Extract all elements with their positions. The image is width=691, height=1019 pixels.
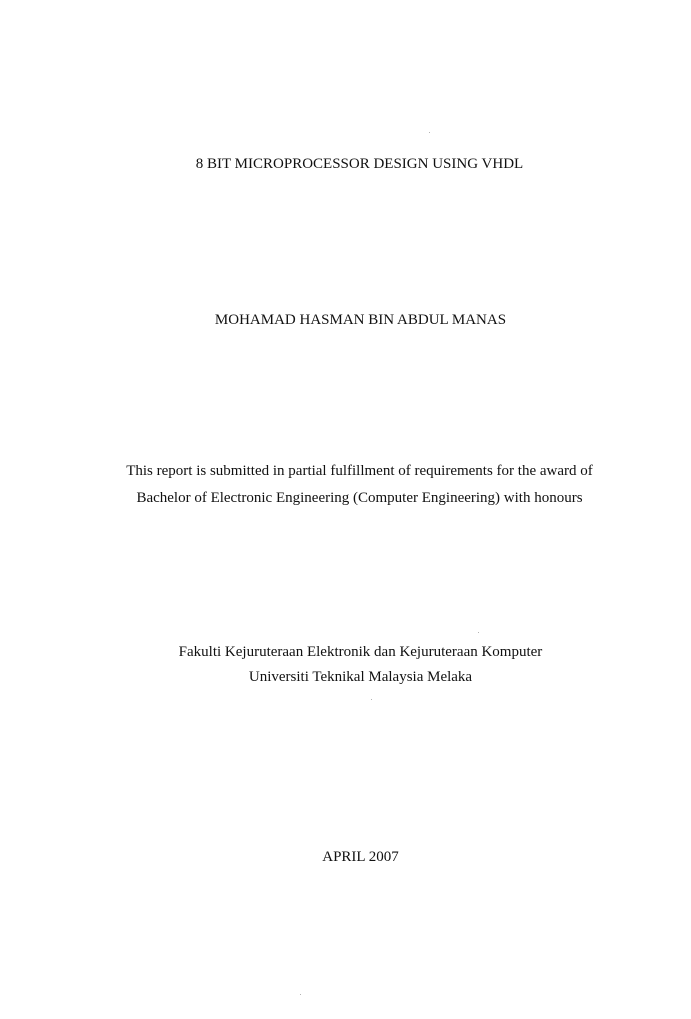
submission-statement-line-2: Bachelor of Electronic Engineering (Computer Engineering) with honours: [136, 490, 583, 506]
submission-statement-line-1: This report is submitted in partial fulfillment of requirements for the award of: [126, 463, 593, 479]
scan-speck: [371, 699, 372, 700]
scan-speck: [478, 632, 479, 633]
scan-speck: [429, 132, 430, 133]
university-name: Universiti Teknikal Malaysia Melaka: [248, 669, 473, 685]
submission-date: APRIL 2007: [322, 849, 399, 865]
scan-speck: [300, 994, 301, 995]
report-title: 8 BIT MICROPROCESSOR DESIGN USING VHDL: [195, 156, 524, 172]
author-name: MOHAMAD HASMAN BIN ABDUL MANAS: [214, 312, 507, 328]
faculty-name: Fakulti Kejuruteraan Elektronik dan Kejuruteraan Komputer: [178, 644, 543, 660]
